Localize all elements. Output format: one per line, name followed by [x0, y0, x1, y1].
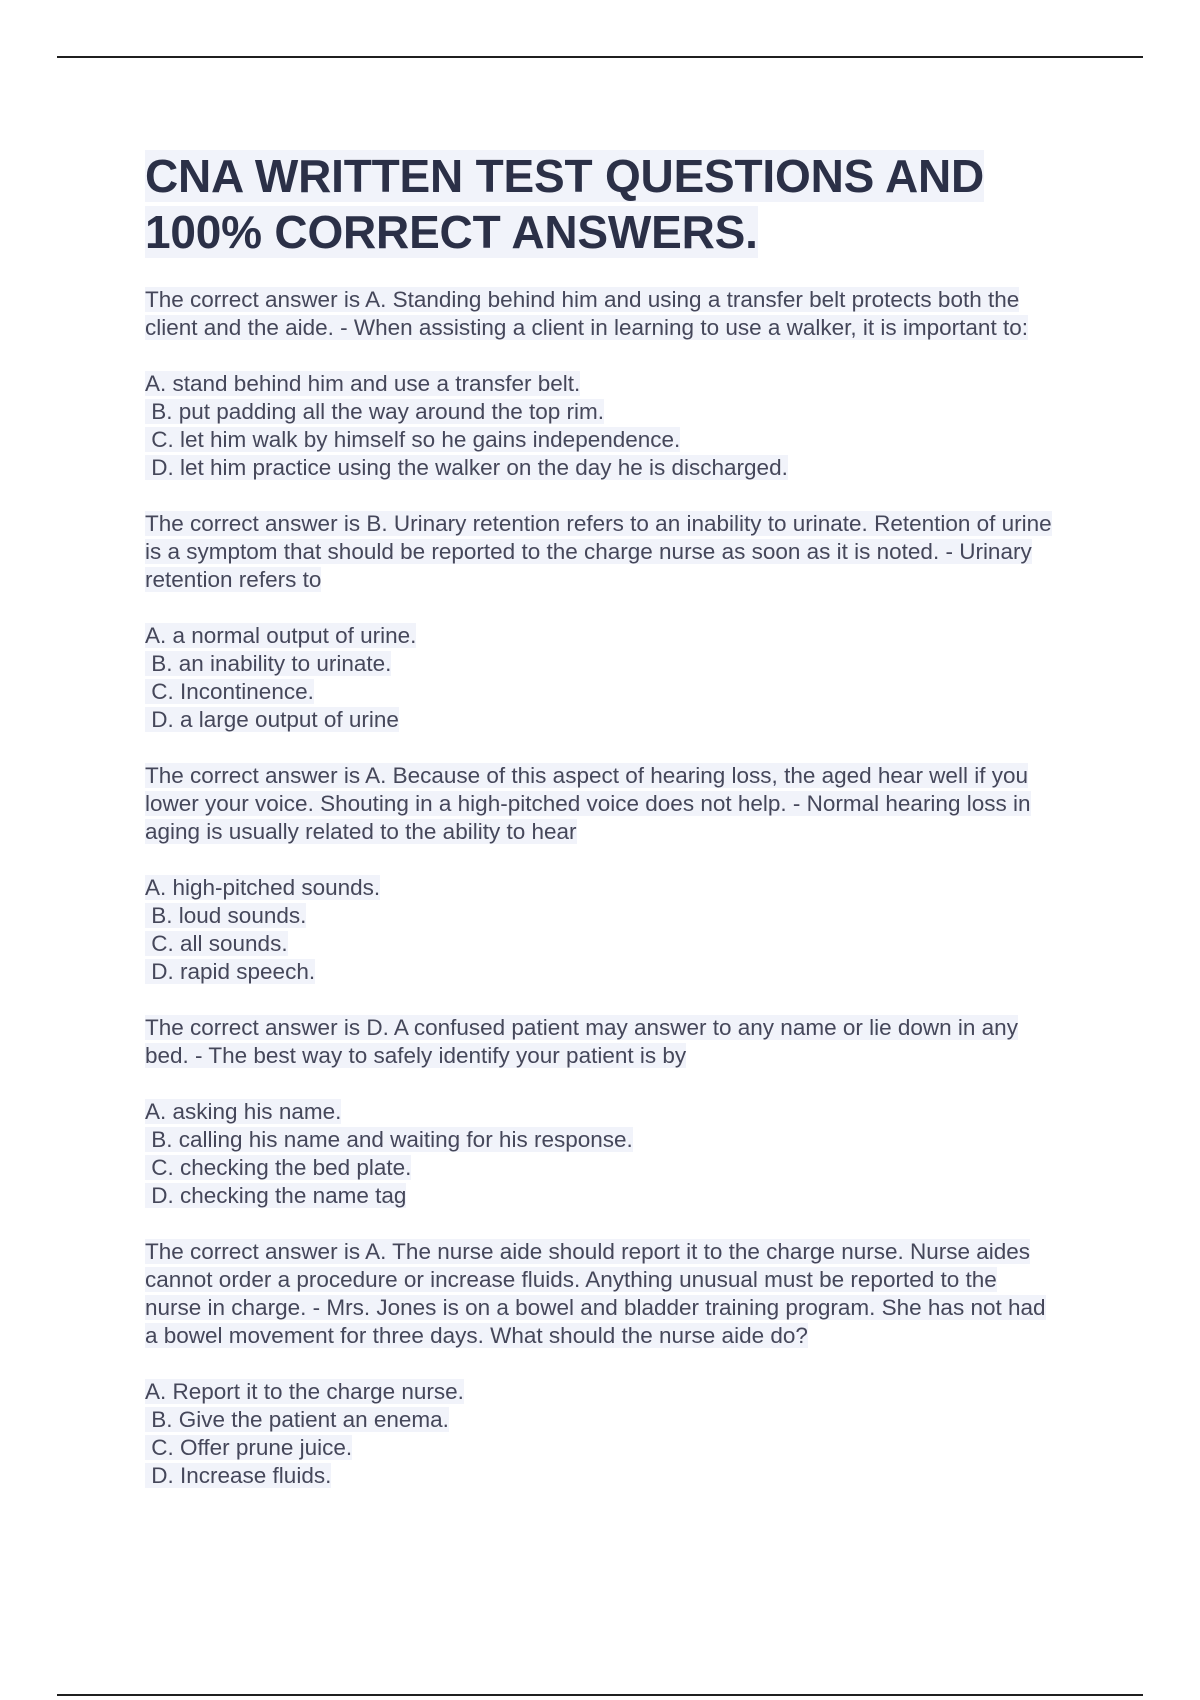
answer-option-text: C. Incontinence. [145, 679, 314, 704]
question-stem-text: The correct answer is A. The nurse aide should report it to the charge nurse. Nurse aides cannot order a procedure or increase fluids. Anything unusual must be reported to the nurse in charge. - Mrs. Jones is on a bowel and bladder training program. She has not had a bowel movement for three days. What should the nurse aide do? [145, 1239, 1046, 1348]
answer-option-text: D. checking the name tag [145, 1183, 407, 1208]
question-block [145, 510, 1055, 734]
answer-option-text: B. loud sounds. [145, 903, 307, 928]
answer-options [145, 370, 1055, 482]
answer-option-text: B. Give the patient an enema. [145, 1407, 449, 1432]
answer-options [145, 1378, 1055, 1490]
answer-option-text: A. a normal output of urine. [145, 623, 417, 648]
answer-option-text: A. Report it to the charge nurse. [145, 1379, 464, 1404]
question-stem [145, 1014, 1055, 1070]
answer-option [145, 398, 1055, 426]
answer-option-text: A. asking his name. [145, 1099, 342, 1124]
question-block [145, 1014, 1055, 1210]
answer-option-text: A. stand behind him and use a transfer belt. [145, 371, 581, 396]
answer-option-text: C. let him walk by himself so he gains independence. [145, 427, 681, 452]
document-title-text: CNA WRITTEN TEST QUESTIONS AND 100% CORRECT ANSWERS. [145, 150, 985, 258]
answer-option [145, 426, 1055, 454]
answer-option [145, 1462, 1055, 1490]
answer-option-text: D. let him practice using the walker on the day he is discharged. [145, 455, 788, 480]
answer-option [145, 1434, 1055, 1462]
answer-option-text: D. Increase fluids. [145, 1463, 332, 1488]
answer-option-text: B. put padding all the way around the top rim. [145, 399, 605, 424]
answer-option [145, 930, 1055, 958]
answer-option-text: D. rapid speech. [145, 959, 316, 984]
question-stem [145, 1238, 1055, 1350]
answer-option [145, 454, 1055, 482]
question-block [145, 762, 1055, 986]
answer-option-text: C. checking the bed plate. [145, 1155, 412, 1180]
answer-option [145, 874, 1055, 902]
bottom-rule [57, 1694, 1143, 1696]
answer-option [145, 678, 1055, 706]
answer-option [145, 1154, 1055, 1182]
answer-option [145, 1098, 1055, 1126]
question-stem-text: The correct answer is A. Standing behind him and using a transfer belt protects both the client and the aide. - When assisting a client in learning to use a walker, it is important to: [145, 287, 1028, 340]
answer-option [145, 1182, 1055, 1210]
answer-options [145, 622, 1055, 734]
answer-option [145, 1406, 1055, 1434]
answer-options [145, 874, 1055, 986]
question-block [145, 1238, 1055, 1490]
answer-option [145, 1378, 1055, 1406]
question-stem-text: The correct answer is D. A confused patient may answer to any name or lie down in any bed. - The best way to safely identify your patient is by [145, 1015, 1018, 1068]
answer-option [145, 706, 1055, 734]
answer-option [145, 370, 1055, 398]
answer-option-text: B. an inability to urinate. [145, 651, 392, 676]
answer-option-text: A. high-pitched sounds. [145, 875, 381, 900]
answer-options [145, 1098, 1055, 1210]
question-stem [145, 510, 1055, 594]
answer-option-text: D. a large output of urine [145, 707, 399, 732]
document-body [145, 148, 1055, 1518]
question-stem [145, 286, 1055, 342]
question-stem-text: The correct answer is B. Urinary retention refers to an inability to urinate. Retention of urine is a symptom that should be reported to the charge nurse as soon as it is noted. - Urinary retention refers to [145, 511, 1052, 592]
question-block [145, 286, 1055, 482]
question-stem-text: The correct answer is A. Because of this aspect of hearing loss, the aged hear well if you lower your voice. Shouting in a high-pitched voice does not help. - Normal hearing loss in aging is usually related to the ability to hear [145, 763, 1031, 844]
question-stem [145, 762, 1055, 846]
answer-option [145, 1126, 1055, 1154]
answer-option-text: C. Offer prune juice. [145, 1435, 353, 1460]
answer-option [145, 650, 1055, 678]
answer-option-text: C. all sounds. [145, 931, 288, 956]
top-rule [57, 56, 1143, 58]
document-title [145, 148, 1055, 260]
answer-option [145, 902, 1055, 930]
answer-option-text: B. calling his name and waiting for his response. [145, 1127, 633, 1152]
answer-option [145, 958, 1055, 986]
answer-option [145, 622, 1055, 650]
